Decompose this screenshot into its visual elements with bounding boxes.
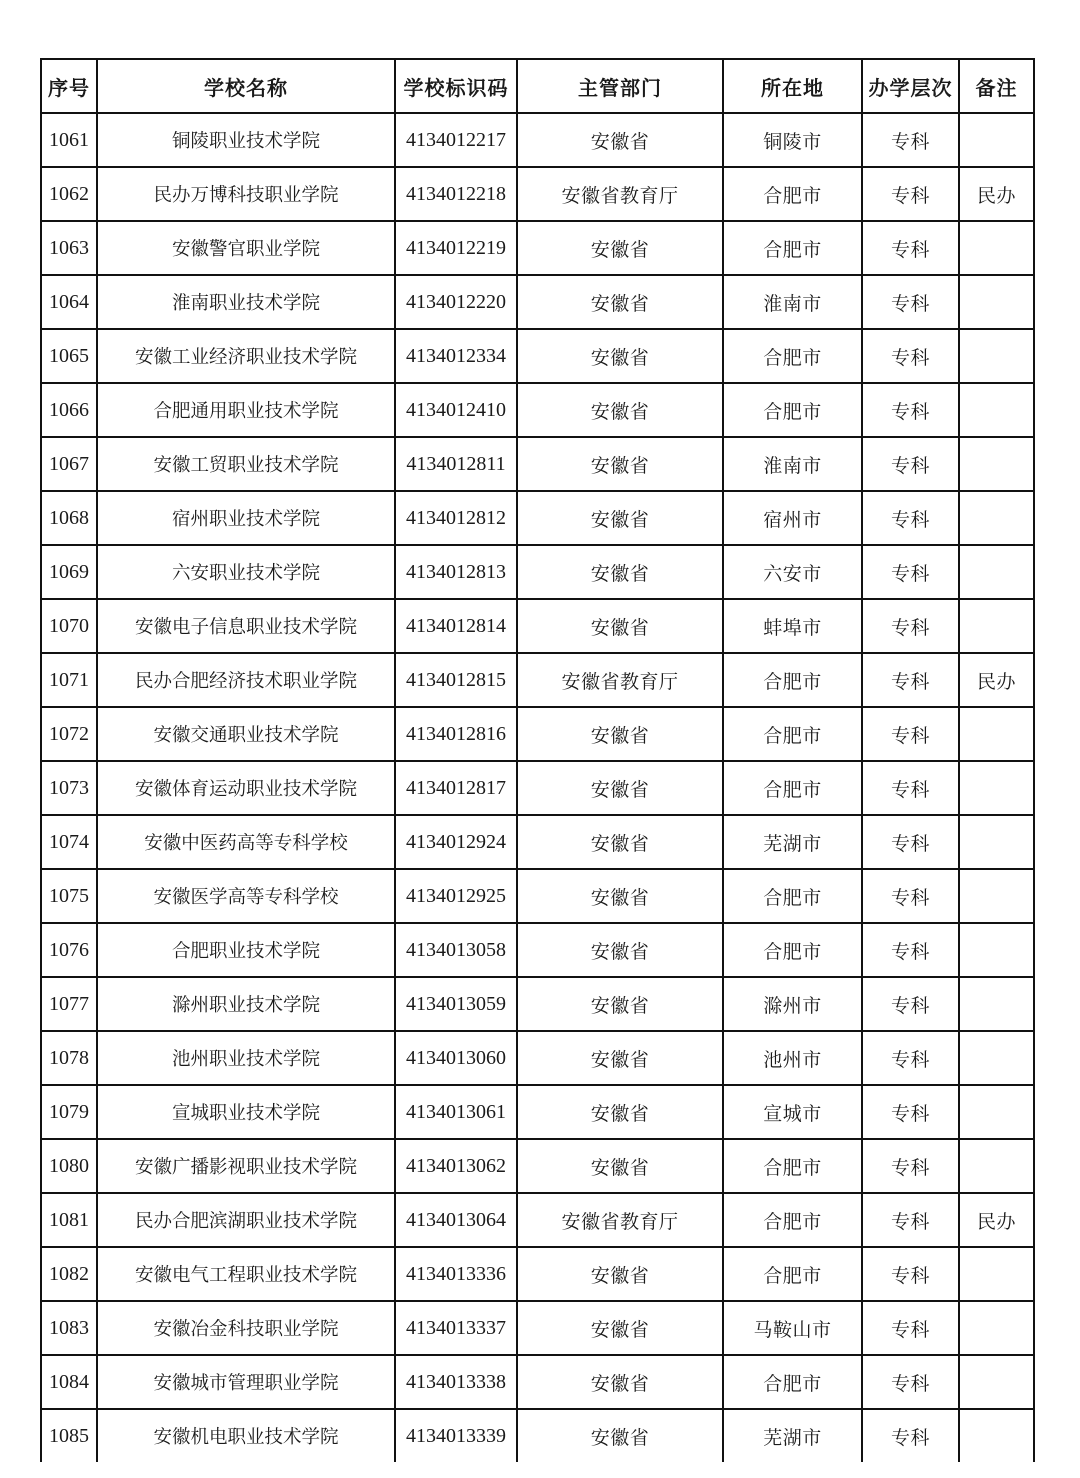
cell-location: 六安市: [723, 545, 862, 599]
cell-seq: 1073: [41, 761, 97, 815]
cell-level: 专科: [862, 1085, 959, 1139]
cell-seq: 1071: [41, 653, 97, 707]
cell-note: [959, 545, 1034, 599]
cell-location: 合肥市: [723, 653, 862, 707]
cell-school-code: 4134012410: [395, 383, 517, 437]
cell-department: 安徽省: [517, 761, 723, 815]
cell-school-code: 4134013060: [395, 1031, 517, 1085]
cell-location: 宣城市: [723, 1085, 862, 1139]
table-row: [41, 1247, 1034, 1301]
cell-school-name: 安徽冶金科技职业学院: [97, 1301, 395, 1355]
cell-note: [959, 1031, 1034, 1085]
cell-note: [959, 1355, 1034, 1409]
cell-level: 专科: [862, 923, 959, 977]
cell-location: 芜湖市: [723, 815, 862, 869]
cell-seq: 1067: [41, 437, 97, 491]
cell-location: 蚌埠市: [723, 599, 862, 653]
cell-department: 安徽省教育厅: [517, 167, 723, 221]
table-row: [41, 653, 1034, 707]
cell-department: 安徽省: [517, 1409, 723, 1462]
table-row: [41, 815, 1034, 869]
cell-school-name: 安徽电子信息职业技术学院: [97, 599, 395, 653]
cell-note: [959, 923, 1034, 977]
cell-level: 专科: [862, 599, 959, 653]
cell-level: 专科: [862, 275, 959, 329]
cell-school-code: 4134013059: [395, 977, 517, 1031]
table-row: [41, 167, 1034, 221]
cell-level: 专科: [862, 113, 959, 167]
cell-location: 池州市: [723, 1031, 862, 1085]
cell-level: 专科: [862, 1139, 959, 1193]
cell-school-name: 宿州职业技术学院: [97, 491, 395, 545]
cell-location: 马鞍山市: [723, 1301, 862, 1355]
header-department: 主管部门: [517, 59, 723, 113]
cell-school-code: 4134013064: [395, 1193, 517, 1247]
cell-school-code: 4134012814: [395, 599, 517, 653]
cell-note: [959, 869, 1034, 923]
cell-school-code: 4134013337: [395, 1301, 517, 1355]
cell-note: [959, 1301, 1034, 1355]
cell-location: 合肥市: [723, 869, 862, 923]
cell-location: 合肥市: [723, 1247, 862, 1301]
cell-school-code: 4134013058: [395, 923, 517, 977]
table-row: [41, 491, 1034, 545]
cell-level: 专科: [862, 221, 959, 275]
cell-school-name: 安徽电气工程职业技术学院: [97, 1247, 395, 1301]
cell-level: 专科: [862, 1247, 959, 1301]
cell-school-code: 4134012811: [395, 437, 517, 491]
cell-seq: 1066: [41, 383, 97, 437]
cell-seq: 1080: [41, 1139, 97, 1193]
cell-department: 安徽省: [517, 383, 723, 437]
cell-school-code: 4134012817: [395, 761, 517, 815]
table-row: [41, 707, 1034, 761]
cell-school-name: 民办合肥滨湖职业技术学院: [97, 1193, 395, 1247]
table-row: [41, 923, 1034, 977]
cell-department: 安徽省: [517, 491, 723, 545]
school-list-table-container: [40, 58, 1033, 1462]
cell-school-code: 4134013338: [395, 1355, 517, 1409]
cell-school-name: 六安职业技术学院: [97, 545, 395, 599]
cell-location: 铜陵市: [723, 113, 862, 167]
table-row: [41, 329, 1034, 383]
cell-seq: 1081: [41, 1193, 97, 1247]
table-header-row: [41, 59, 1034, 113]
cell-level: 专科: [862, 383, 959, 437]
header-level: 办学层次: [862, 59, 959, 113]
cell-level: 专科: [862, 1355, 959, 1409]
table-row: [41, 221, 1034, 275]
cell-note: 民办: [959, 653, 1034, 707]
cell-department: 安徽省: [517, 1301, 723, 1355]
cell-school-name: 民办合肥经济技术职业学院: [97, 653, 395, 707]
table-row: [41, 1031, 1034, 1085]
cell-school-name: 安徽医学高等专科学校: [97, 869, 395, 923]
cell-school-code: 4134012816: [395, 707, 517, 761]
cell-school-code: 4134012812: [395, 491, 517, 545]
table-row: [41, 1355, 1034, 1409]
cell-school-name: 安徽警官职业学院: [97, 221, 395, 275]
cell-seq: 1077: [41, 977, 97, 1031]
cell-school-code: 4134012220: [395, 275, 517, 329]
table-row: [41, 761, 1034, 815]
cell-note: 民办: [959, 1193, 1034, 1247]
cell-level: 专科: [862, 707, 959, 761]
cell-department: 安徽省: [517, 1355, 723, 1409]
table-row: [41, 275, 1034, 329]
table-row: [41, 1085, 1034, 1139]
cell-location: 淮南市: [723, 275, 862, 329]
cell-school-name: 安徽体育运动职业技术学院: [97, 761, 395, 815]
cell-department: 安徽省: [517, 977, 723, 1031]
cell-department: 安徽省: [517, 707, 723, 761]
cell-note: [959, 707, 1034, 761]
cell-location: 合肥市: [723, 1139, 862, 1193]
cell-note: [959, 1409, 1034, 1462]
cell-location: 合肥市: [723, 1355, 862, 1409]
cell-school-name: 合肥职业技术学院: [97, 923, 395, 977]
cell-department: 安徽省: [517, 1139, 723, 1193]
table-row: [41, 1409, 1034, 1462]
cell-department: 安徽省: [517, 545, 723, 599]
cell-location: 合肥市: [723, 923, 862, 977]
school-list-table: [40, 58, 1035, 1462]
cell-department: 安徽省: [517, 329, 723, 383]
cell-seq: 1069: [41, 545, 97, 599]
cell-level: 专科: [862, 653, 959, 707]
cell-department: 安徽省: [517, 1085, 723, 1139]
cell-level: 专科: [862, 437, 959, 491]
header-school-name: 学校名称: [97, 59, 395, 113]
cell-seq: 1083: [41, 1301, 97, 1355]
table-row: [41, 1193, 1034, 1247]
cell-seq: 1072: [41, 707, 97, 761]
cell-location: 合肥市: [723, 707, 862, 761]
table-row: [41, 599, 1034, 653]
cell-note: [959, 329, 1034, 383]
cell-department: 安徽省: [517, 437, 723, 491]
cell-department: 安徽省教育厅: [517, 1193, 723, 1247]
cell-level: 专科: [862, 869, 959, 923]
cell-school-name: 滁州职业技术学院: [97, 977, 395, 1031]
cell-note: [959, 761, 1034, 815]
cell-school-name: 宣城职业技术学院: [97, 1085, 395, 1139]
cell-note: [959, 383, 1034, 437]
cell-note: [959, 599, 1034, 653]
cell-level: 专科: [862, 1301, 959, 1355]
cell-level: 专科: [862, 977, 959, 1031]
cell-level: 专科: [862, 1193, 959, 1247]
cell-seq: 1076: [41, 923, 97, 977]
cell-note: [959, 275, 1034, 329]
cell-department: 安徽省: [517, 221, 723, 275]
cell-department: 安徽省: [517, 113, 723, 167]
cell-department: 安徽省: [517, 923, 723, 977]
cell-location: 滁州市: [723, 977, 862, 1031]
cell-note: [959, 437, 1034, 491]
cell-school-name: 安徽工业经济职业技术学院: [97, 329, 395, 383]
table-body: [41, 113, 1034, 1462]
cell-school-code: 4134012334: [395, 329, 517, 383]
cell-seq: 1085: [41, 1409, 97, 1462]
cell-school-name: 安徽广播影视职业技术学院: [97, 1139, 395, 1193]
cell-school-code: 4134012815: [395, 653, 517, 707]
cell-level: 专科: [862, 1409, 959, 1462]
cell-level: 专科: [862, 491, 959, 545]
table-row: [41, 1301, 1034, 1355]
cell-school-code: 4134012217: [395, 113, 517, 167]
cell-school-code: 4134012813: [395, 545, 517, 599]
cell-level: 专科: [862, 815, 959, 869]
cell-school-name: 民办万博科技职业学院: [97, 167, 395, 221]
cell-note: [959, 221, 1034, 275]
cell-seq: 1062: [41, 167, 97, 221]
cell-level: 专科: [862, 1031, 959, 1085]
header-school-code: 学校标识码: [395, 59, 517, 113]
cell-seq: 1065: [41, 329, 97, 383]
cell-level: 专科: [862, 545, 959, 599]
header-seq: 序号: [41, 59, 97, 113]
cell-seq: 1078: [41, 1031, 97, 1085]
cell-seq: 1063: [41, 221, 97, 275]
cell-school-code: 4134012218: [395, 167, 517, 221]
table-row: [41, 437, 1034, 491]
cell-school-name: 淮南职业技术学院: [97, 275, 395, 329]
cell-seq: 1079: [41, 1085, 97, 1139]
cell-location: 合肥市: [723, 1193, 862, 1247]
table-row: [41, 383, 1034, 437]
cell-school-code: 4134012924: [395, 815, 517, 869]
cell-seq: 1064: [41, 275, 97, 329]
cell-department: 安徽省: [517, 1031, 723, 1085]
cell-department: 安徽省教育厅: [517, 653, 723, 707]
cell-department: 安徽省: [517, 1247, 723, 1301]
cell-school-name: 合肥通用职业技术学院: [97, 383, 395, 437]
cell-seq: 1061: [41, 113, 97, 167]
cell-school-name: 安徽机电职业技术学院: [97, 1409, 395, 1462]
cell-school-name: 安徽交通职业技术学院: [97, 707, 395, 761]
cell-department: 安徽省: [517, 599, 723, 653]
cell-location: 芜湖市: [723, 1409, 862, 1462]
cell-school-name: 铜陵职业技术学院: [97, 113, 395, 167]
cell-seq: 1068: [41, 491, 97, 545]
cell-school-code: 4134012925: [395, 869, 517, 923]
cell-seq: 1082: [41, 1247, 97, 1301]
cell-school-name: 池州职业技术学院: [97, 1031, 395, 1085]
cell-location: 合肥市: [723, 167, 862, 221]
cell-department: 安徽省: [517, 869, 723, 923]
cell-school-code: 4134013062: [395, 1139, 517, 1193]
cell-seq: 1084: [41, 1355, 97, 1409]
cell-note: 民办: [959, 167, 1034, 221]
table-row: [41, 977, 1034, 1031]
cell-note: [959, 977, 1034, 1031]
cell-seq: 1074: [41, 815, 97, 869]
cell-note: [959, 113, 1034, 167]
cell-note: [959, 815, 1034, 869]
cell-location: 合肥市: [723, 329, 862, 383]
cell-note: [959, 1139, 1034, 1193]
cell-level: 专科: [862, 167, 959, 221]
cell-school-name: 安徽中医药高等专科学校: [97, 815, 395, 869]
cell-school-name: 安徽城市管理职业学院: [97, 1355, 395, 1409]
cell-location: 合肥市: [723, 221, 862, 275]
cell-school-code: 4134013061: [395, 1085, 517, 1139]
cell-level: 专科: [862, 329, 959, 383]
table-row: [41, 869, 1034, 923]
cell-location: 合肥市: [723, 383, 862, 437]
header-location: 所在地: [723, 59, 862, 113]
cell-note: [959, 491, 1034, 545]
cell-seq: 1070: [41, 599, 97, 653]
cell-location: 淮南市: [723, 437, 862, 491]
cell-school-code: 4134013339: [395, 1409, 517, 1462]
table-row: [41, 113, 1034, 167]
header-note: 备注: [959, 59, 1034, 113]
cell-seq: 1075: [41, 869, 97, 923]
cell-location: 宿州市: [723, 491, 862, 545]
cell-department: 安徽省: [517, 815, 723, 869]
cell-department: 安徽省: [517, 275, 723, 329]
table-row: [41, 1139, 1034, 1193]
table-row: [41, 545, 1034, 599]
cell-school-code: 4134012219: [395, 221, 517, 275]
cell-location: 合肥市: [723, 761, 862, 815]
cell-school-code: 4134013336: [395, 1247, 517, 1301]
cell-note: [959, 1247, 1034, 1301]
cell-school-name: 安徽工贸职业技术学院: [97, 437, 395, 491]
cell-note: [959, 1085, 1034, 1139]
cell-level: 专科: [862, 761, 959, 815]
